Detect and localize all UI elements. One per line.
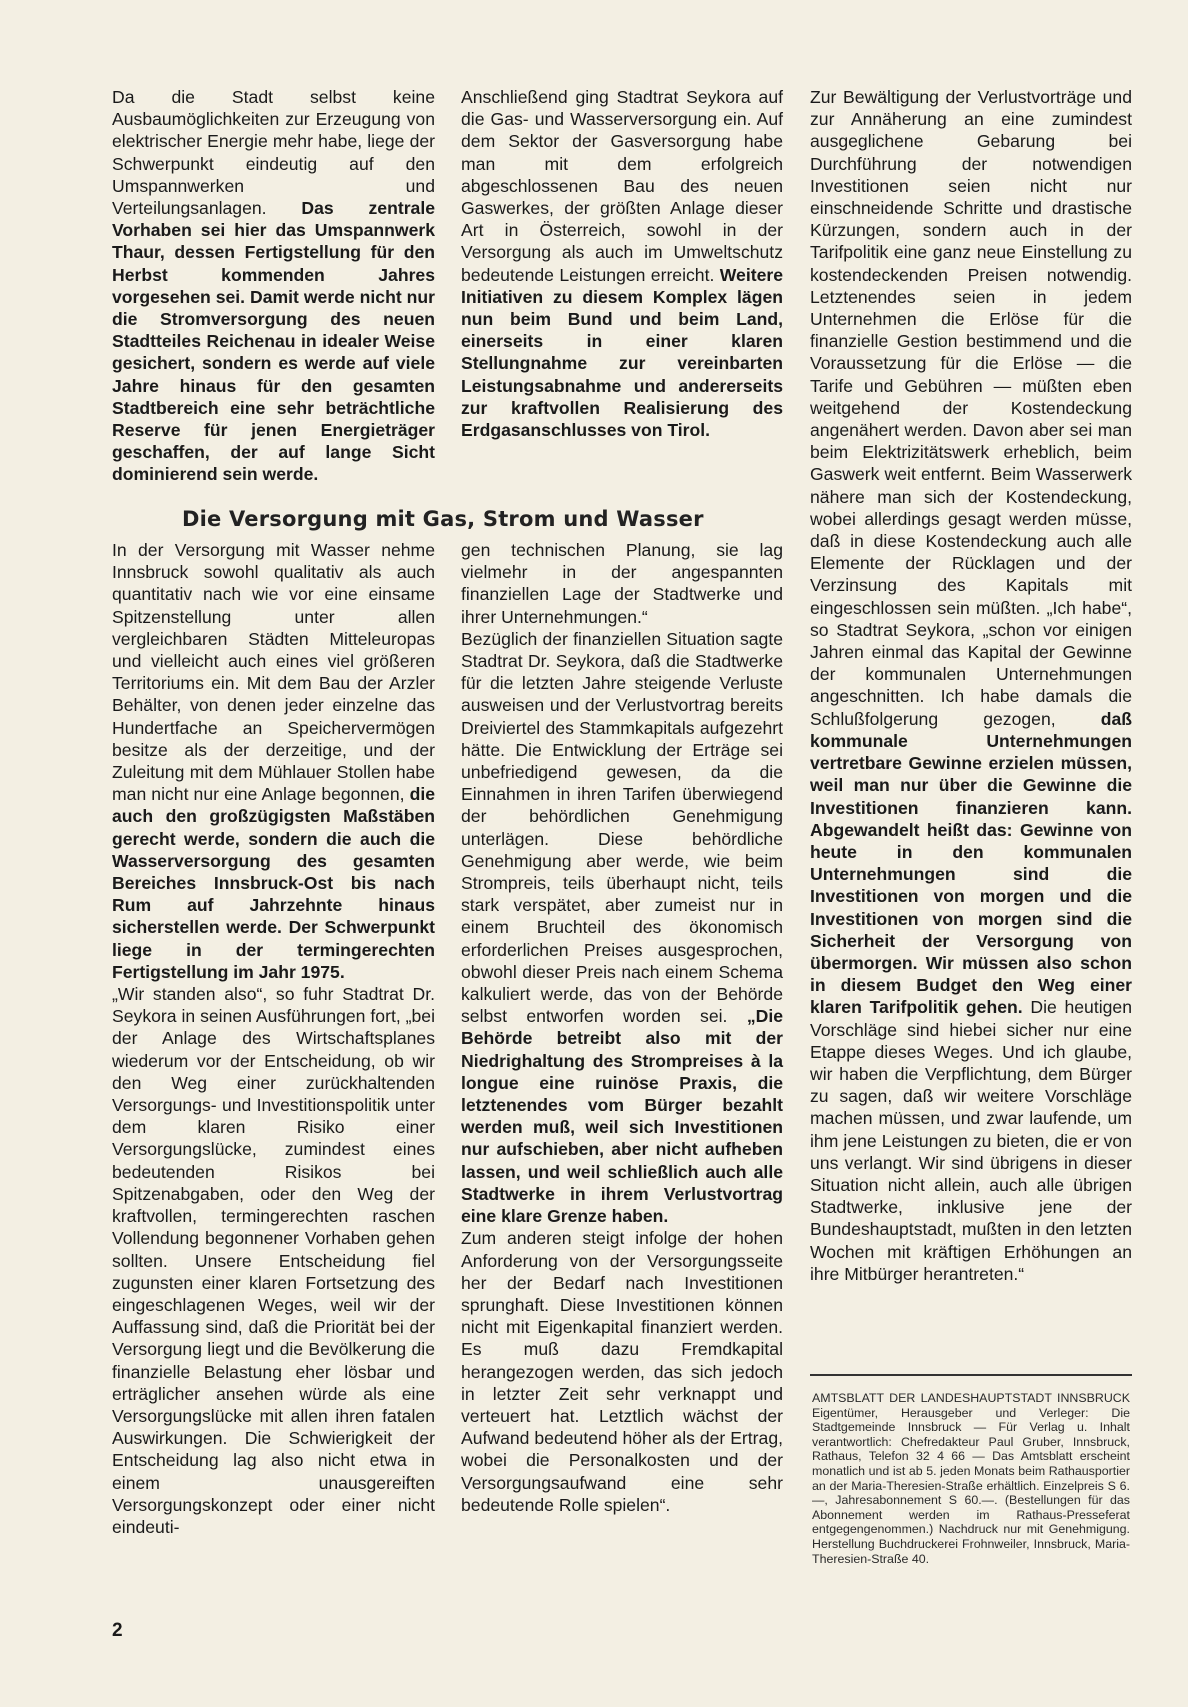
- section-heading: Die Versorgung mit Gas, Strom und Wasser: [182, 507, 704, 531]
- bold-passage: daß kommunale Unternehmungen vertretbare Gewinne erzielen müssen, weil man nur über die Gewinne die Investitionen finanzieren kann. Abgewandelt heißt das: Gewinne von heute in den kommunalen Unternehmungen sind die Investitionen von morgen und die Investitionen von morgen sind die Sicherheit der Versorgung von übermorgen. Wir müssen also schon in diesem Budget den Weg einer klaren Tarifpolitik gehen.: [810, 708, 1133, 1018]
- paragraph: Da die Stadt selbst keine Ausbaumöglichkeiten zur Erzeugung von elektrischer Energie mehr habe, liege der Schwerpunkt eindeutig auf den Umspannwerken und Verteilungsanlagen. Das zentrale Vorhaben sei hier das Umspannwerk Thaur, dessen Fertigstellung für den Herbst kommenden Jahres vorgesehen sei. Damit werde nicht nur die Stromversorgung des neuen Stadtteiles Reichenau in idealer Weise gesichert, sondern es werde auf viele Jahre hinaus für den gesamten Stadtbereich eine sehr beträchtliche Reserve für jenen Energieträger geschaffen, der auf lange Sicht dominierend sein werde.: [112, 87, 436, 485]
- bold-passage: die auch den großzügigsten Maßstäben gerecht werde, sondern die auch die Wasserversorgung des gesamten Bereiches Innsbruck-Ost bis nach Rum auf Jahrzehnte hinaus sicherstellen werde. Der Schwerpunkt liege in der termingerechten Fertigstellung im Jahr 1975.: [112, 784, 436, 982]
- paragraph: Zum anderen steigt infolge der hohen Anforderung von der Versorgungsseite her der Bedarf nach Investitionen sprunghaft. Diese Investitionen können nicht mit Eigenkapital finanziert werden. Es muß dazu Fremdkapital herangezogen werden, das sich jedoch in letzter Zeit sehr verknappt und verteuert hat. Letztlich wächst der Aufwand bedeutend höher als der Ertrag, wobei die Personalkosten und der Versorgungsaufwand eine sehr bedeutende Rolle spielen“.: [461, 1228, 783, 1515]
- bold-passage: Das zentrale Vorhaben sei hier das Umspannwerk Thaur, dessen Fertigstellung für den Herbst kommenden Jahres vorgesehen sei. Damit werde nicht nur die Stromversorgung des neuen Stadtteiles Reichenau in idealer Weise gesichert, sondern es werde auf viele Jahre hinaus für den gesamten Stadtbereich eine sehr beträchtliche Reserve für jenen Energieträger geschaffen, der auf lange Sicht dominierend sein werde.: [112, 198, 436, 485]
- paragraph: „Wir standen also“, so fuhr Stadtrat Dr. Seykora in seinen Ausführungen fort, „bei der Anlage des Wirtschaftsplanes wiederum vor der Entscheidung, ob wir den Weg einer zurückhaltenden Versorgungs- und Investitionspolitik unter dem klaren Risiko einer Versorgungslücke, zumindest eines bedeutenden Risikos bei Spitzenabgaben, oder den Weg der kraftvollen, termingerechten raschen Vollendung begonnener Vorhaben gehen sollten. Unsere Entscheidung fiel zugunsten einer klaren Fortsetzung des eingeschlagenen Weges, weil wir der Auffassung sind, daß die Priorität bei der Versorgung liegt und die Bevölkerung die finanzielle Belastung eher lösbar und erträglicher ansehen würde als eine Versorgungslücke mit allen ihren fatalen Auswirkungen. Die Schwierigkeit der Entscheidung lag also nicht etwa in einem unausgereiften Versorgungskonzept oder einer nicht eindeuti-: [112, 984, 435, 1537]
- column-1-bottom: [112, 539, 435, 1538]
- paragraph: Bezüglich der finanziellen Situation sagte Stadtrat Dr. Seykora, daß die Stadtwerke für die letzten Jahre steigende Verluste ausweisen und der Verlustvortrag bereits Dreiviertel des Stammkapitals aufgezehrt hätte. Die Entwicklung der Erträge sei unbefriedigend gewesen, da die Einnahmen in ihren Tarifen überwiegend der behördlichen Genehmigung unterlägen. Diese behördliche Genehmigung aber werde, wie beim Strompreis, teils überhaupt nicht, teils stark verspätet, aber zumeist nur in einem Bruchteil des ökonomisch erforderlichen Preises ausgesprochen, obwohl dieser Preis nach einem Schema kalkuliert werde, das von der Behörde selbst entworfen worden sei. „Die Behörde betreibt also mit der Niedrighaltung des Strompreises à la longue eine ruinöse Praxis, die letztenendes vom Bürger bezahlt werden muß, weil sich Investitionen nur aufschieben, aber nicht aufheben lassen, und weil schließlich auch alle Stadtwerke in ihrem Verlustvortrag eine klare Grenze haben.: [461, 628, 783, 1227]
- bold-passage: Weitere Initiativen zu diesem Komplex lägen nun beim Bund und beim Land, einerseits in einer klaren Stellungnahme zur vereinbarten Leistungsabnahme und andererseits zur kraftvollen Realisierung des Erdgasanschlusses von Tirol.: [461, 264, 783, 441]
- paragraph: Anschließend ging Stadtrat Seykora auf die Gas- und Wasserversorgung ein. Auf dem Sektor der Gasversorgung habe man mit dem erfolgreich abgeschlossenen Bau des neuen Gaswerkes, der größten Anlage dieser Art in Österreich, sowohl in der Versorgung als auch im Umweltschutz bedeutende Leistungen erreicht. Weitere Initiativen zu diesem Komplex lägen nun beim Bund und beim Land, einerseits in einer klaren Stellungnahme zur vereinbarten Leistungsabnahme und andererseits zur kraftvollen Realisierung des Erdgasanschlusses von Tirol.: [461, 87, 783, 441]
- bold-passage: „Die Behörde betreibt also mit der Niedrighaltung des Strompreises à la longue eine ruinöse Praxis, die letztenendes vom Bürger bezahlt werden muß, weil sich Investitionen nur aufschieben, aber nicht aufheben lassen, und weil schließlich auch alle Stadtwerke in ihrem Verlustvortrag eine klare Grenze haben.: [461, 1006, 783, 1227]
- column-1-top: [112, 86, 435, 486]
- paragraph: gen technischen Planung, sie lag vielmehr in der angespannten finanziellen Lage der Stadtwerke und ihrer Unternehmungen.“: [461, 540, 783, 627]
- page-number: 2: [112, 1620, 123, 1641]
- column-2-top: [461, 86, 783, 441]
- impressum: AMTSBLATT DER LANDESHAUPTSTADT INNSBRUCK Eigentümer, Herausgeber und Verleger: Die Stadtgemeinde Innsbruck — Für Verlag u. Inhalt verantwortlich: Chefredakteur Paul Gruber, Innsbruck, Rathaus, Telefon 32 4 66 — Das Amtsblatt erscheint monatlich und ist ab 5. jeden Monats beim Rathausportier an der Maria-Theresien-Straße erhältlich. Einzelpreis S 6.—, Jahresabonnement S 60.—. (Bestellungen für das Abonnement werden im Rathaus-Presseferat entgegengenommen.) Nachdruck nur mit Genehmigung. Herstellung Buchdruckerei Frohnweiler, Innsbruck, Maria-Theresien-Straße 40.: [812, 1391, 1130, 1566]
- paragraph: In der Versorgung mit Wasser nehme Innsbruck sowohl qualitativ als auch quantitativ nach wie vor eine einsame Spitzenstellung unter allen vergleichbaren Städten Mitteleuropas und vielleicht auch eines viel größeren Territoriums ein. Mit dem Bau der Arzler Behälter, von denen jeder einzelne das Hundertfache an Speichervermögen besitze als der derzeitige, und der Zuleitung mit dem Mühlauer Stollen habe man nicht nur eine Anlage begonnen, die auch den großzügigsten Maßstäben gerecht werde, sondern die auch die Wasserversorgung des gesamten Bereiches Innsbruck-Ost bis nach Rum auf Jahrzehnte hinaus sicherstellen werde. Der Schwerpunkt liege in der termingerechten Fertigstellung im Jahr 1975.: [112, 540, 436, 982]
- column-3: [810, 86, 1132, 1285]
- paragraph: Zur Bewältigung der Verlustvorträge und zur Annäherung an eine zumindest ausgeglichene Gebarung bei Durchführung der notwendigen Investitionen seien nicht nur einschneidende Schritte und drastische Kürzungen, sondern auch in der Tarifpolitik eine ganz neue Einstellung zu kostendeckenden Preisen notwendig. Letztenendes seien in jedem Unternehmen die Erlöse für die finanzielle Gestion bestimmend und die Voraussetzung für die Erlöse — die Tarife und Gebühren — müßten eben weitgehend der Kostendeckung angenähert werden. Davon aber sei man beim Elektrizitätswerk erheblich, beim Gaswerk weit entfernt. Beim Wasserwerk nähere man sich der Kostendeckung, wobei allerdings gesagt werden müsse, daß in diese Kostendeckung auch alle Elemente der Rücklagen und der Verzinsung des Kapitals mit eingeschlossen sein müßten. „Ich habe“, so Stadtrat Seykora, „schon vor einigen Jahren einmal das Kapital der Gewinne der kommunalen Unternehmungen angeschnitten. Ich habe damals die Schlußfolgerung gezogen, daß kommunale Unternehmungen vertretbare Gewinne erzielen müssen, weil man nur über die Gewinne die Investitionen finanzieren kann. Abgewandelt heißt das: Gewinne von heute in den kommunalen Unternehmungen sind die Investitionen von morgen und die Investitionen von morgen sind die Sicherheit der Versorgung von übermorgen. Wir müssen also schon in diesem Budget den Weg einer klaren Tarifpolitik gehen. Die heutigen Vorschläge sind hiebei sicher nur eine Etappe dieses Weges. Und ich glaube, wir haben die Verpflichtung, dem Bürger zu sagen, daß wir weitere Vorschläge machen müssen, und zwar laufende, um ihm jene Leistungen zu bieten, die er von uns verlangt. Wir sind übrigens in dieser Situation nicht allein, auch alle übrigen Stadtwerke, inklusive jene der Bundeshauptstadt, mußten in den letzten Wochen mit kräftigen Erhöhungen an ihre Mitbürger herantreten.“: [810, 87, 1133, 1284]
- impressum-divider: [810, 1374, 1132, 1376]
- column-2-bottom: [461, 539, 783, 1516]
